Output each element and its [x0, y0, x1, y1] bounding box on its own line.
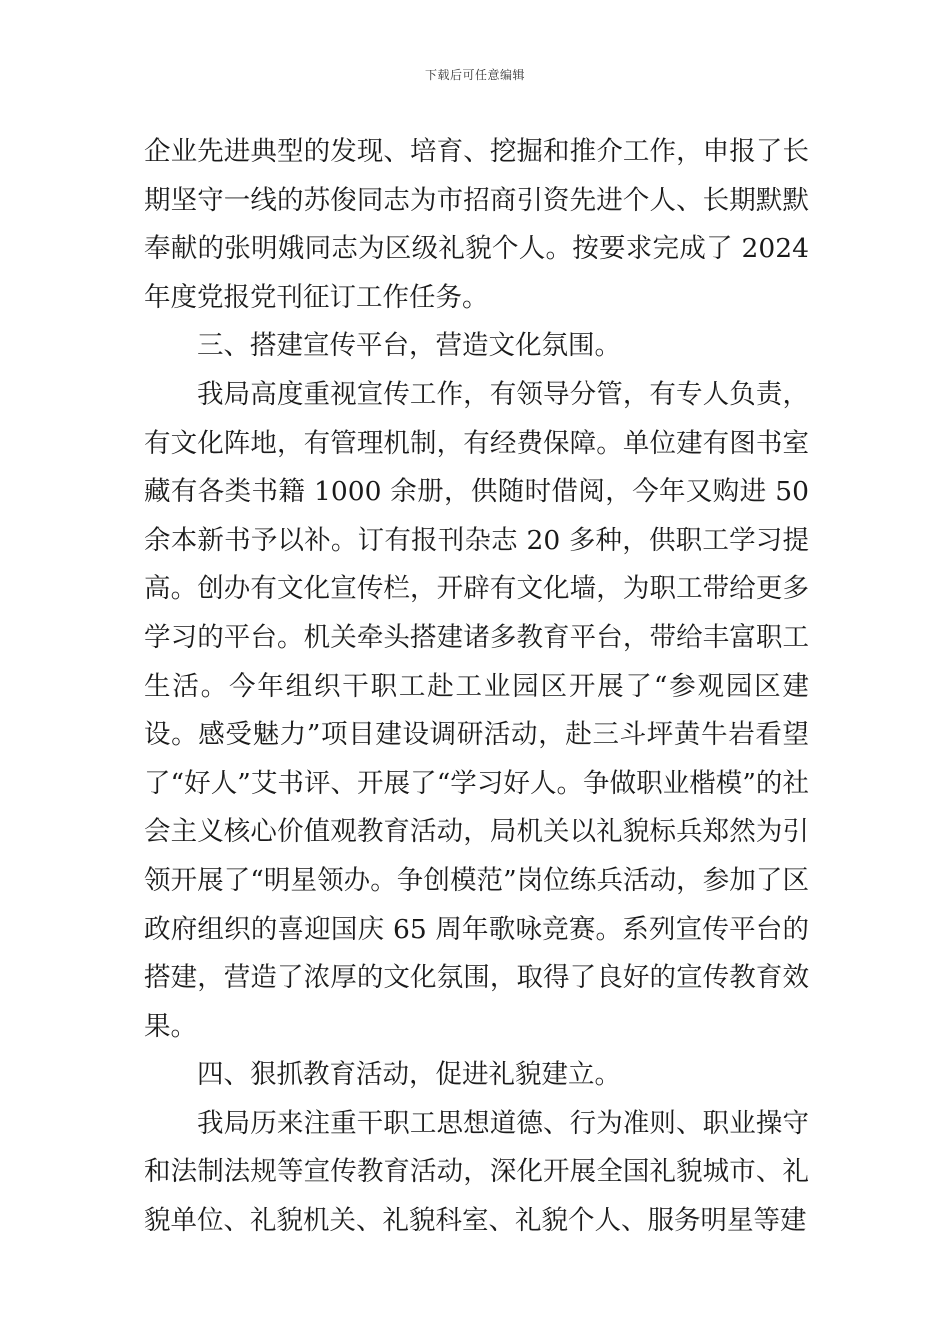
paragraph-continuation: 企业先进典型的发现、培育、挖掘和推介工作，申报了长期坚守一线的苏俊同志为市招商引资先进个人、长期默默奉献的张明娥同志为区级礼貌个人。按要求完成了 2024 年度党报党刊征订工作任务。 — [144, 136, 809, 313]
paragraph-education-activities: 我局历来注重干职工思想道德、行为准则、职业操守和法制法规等宣传教育活动，深化开展全国礼貌城市、礼貌单位、礼貌机关、礼貌科室、礼貌个人、服务明星等建 — [144, 1107, 809, 1237]
header-note: 下载后可任意编辑 — [424, 68, 525, 82]
section-heading-four: 四、狠抓教育活动，促进礼貌建立。 — [197, 1059, 621, 1091]
document-body — [144, 128, 809, 1246]
section-heading-three: 三、搭建宣传平台，营造文化氛围。 — [197, 330, 621, 362]
paragraph-publicity-platform: 我局高度重视宣传工作，有领导分管，有专人负责，有文化阵地，有管理机制，有经费保障。单位建有图书室藏有各类书籍 1000 余册，供随时借阅，今年又购进 50 余本新书予以补。订有报刊杂志 20 多种，供职工学习提高。创办有文化宣传栏，开辟有文化墙，为职工带给更多学习的平台。机关牵头搭建诸多教育平台，带给丰富职工生活。今年组织干职工赴工业园区开展了“参观园区建设。感受魅力”项目建设调研活动，赴三斗坪黄牛岩看望了“好人”艾书评、开展了“学习好人。争做职业楷模”的社会主义核心价值观教育活动，局机关以礼貌标兵郑然为引领开展了“明星领办。争创模范”岗位练兵活动，参加了区政府组织的喜迎国庆 65 周年歌咏竞赛。系列宣传平台的搭建，营造了浓厚的文化氛围，取得了良好的宣传教育效果。 — [144, 378, 809, 1042]
